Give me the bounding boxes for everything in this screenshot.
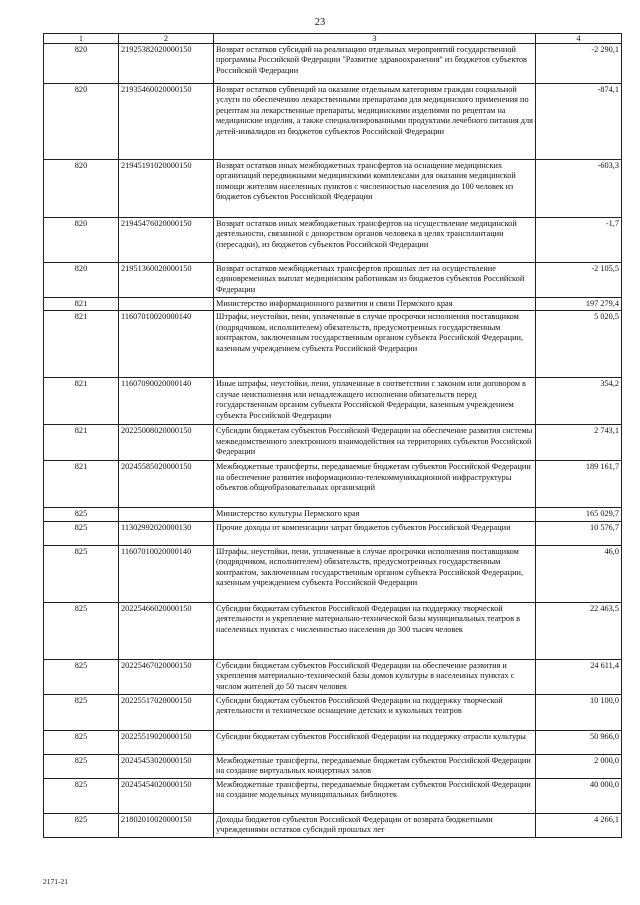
table-row [44, 508, 622, 521]
description-cell: Субсидии бюджетам субъектов Российской Федерации на обеспечение развития и укрепления материально-технической базы домов культуры в населенных пунктах с числом жителей до 50 тысяч человек [214, 659, 536, 694]
amount-cell: 10 576,7 [536, 521, 622, 545]
amount-cell: -874,1 [536, 84, 622, 160]
admin-code-cell: 821 [44, 378, 119, 425]
table-row [44, 694, 622, 730]
admin-code-cell: 825 [44, 694, 119, 730]
amount-cell: -2 105,5 [536, 263, 622, 298]
budget-code-cell: 21802010020000150 [119, 813, 214, 837]
description-cell: Возврат остатков межбюджетных трансфертов прошлых лет на осуществление единовременных выплат медицинским работникам из бюджетов субъектов Российской Федерации [214, 263, 536, 298]
admin-code-cell: 820 [44, 218, 119, 263]
amount-cell: 2 000,0 [536, 754, 622, 778]
admin-code-cell: 820 [44, 160, 119, 218]
description-cell: Прочие доходы от компенсации затрат бюджетов субъектов Российской Федерации [214, 521, 536, 545]
budget-code-cell: 21945476020000150 [119, 218, 214, 263]
budget-code-cell: 11607010020000140 [119, 311, 214, 378]
budget-code-cell [119, 298, 214, 311]
table-row [44, 311, 622, 378]
amount-cell: 50 966,0 [536, 730, 622, 754]
amount-cell: 46,0 [536, 545, 622, 602]
amount-cell: -603,3 [536, 160, 622, 218]
amount-cell: 24 611,4 [536, 659, 622, 694]
table-row [44, 659, 622, 694]
table-row [44, 545, 622, 602]
budget-code-cell: 11607090020000140 [119, 378, 214, 425]
table-row [44, 218, 622, 263]
table-row [44, 263, 622, 298]
budget-code-cell: 20245453020000150 [119, 754, 214, 778]
page-number: 23 [314, 17, 326, 28]
table-row [44, 778, 622, 813]
table-header-row [44, 34, 622, 44]
budget-code-cell: 20225467020000150 [119, 659, 214, 694]
table-row [44, 730, 622, 754]
admin-code-cell: 825 [44, 730, 119, 754]
description-cell: Субсидии бюджетам субъектов Российской Федерации на поддержку творческой деятельности и техническое оснащение детских и кукольных театров [214, 694, 536, 730]
budget-code-cell: 21951360020000150 [119, 263, 214, 298]
admin-code-cell: 825 [44, 508, 119, 521]
budget-code-cell [119, 508, 214, 521]
budget-code-cell: 20225517020000150 [119, 694, 214, 730]
description-cell: Межбюджетные трансферты, передаваемые бюджетам субъектов Российской Федерации на создание виртуальных концертных залов [214, 754, 536, 778]
table-row [44, 602, 622, 659]
description-cell: Возврат остатков субвенций на оказание отдельным категориям граждан социальной услуги по обеспечению лекарственными препаратами для медицинского применения по рецептам на лекарственные препараты, медицинскими изделиями по рецептам на медицинские изделия, а также специализированными продуктами лечебного питания для детей-инвалидов из бюджетов субъектов Российской Федерации [214, 84, 536, 160]
description-cell: Субсидии бюджетам субъектов Российской Федерации на обеспечение развития системы межведомственного электронного взаимодействия на территориях субъектов Российской Федерации [214, 425, 536, 461]
amount-cell: 2 743,1 [536, 425, 622, 461]
table-row [44, 44, 622, 84]
budget-code-cell: 20225008020000150 [119, 425, 214, 461]
budget-code-cell: 21925382020000150 [119, 44, 214, 84]
amount-cell: -2 290,1 [536, 44, 622, 84]
description-cell: Межбюджетные трансферты, передаваемые бюджетам субъектов Российской Федерации на обеспечение развития информационно-телекоммуникационной инфраструктуры объектов общеобразовательных организаций [214, 461, 536, 508]
amount-cell: 10 100,0 [536, 694, 622, 730]
admin-code-cell: 825 [44, 545, 119, 602]
document-footer-code: 2171-21 [43, 877, 68, 886]
budget-code-cell: 20245585020000150 [119, 461, 214, 508]
description-cell: Возврат остатков иных межбюджетных трансфертов на оснащение медицинских организаций передвижными медицинскими комплексами для оказания медицинской помощи жителям населенных пунктов с численностью населения до 100 человек из бюджетов субъектов Российской Федерации [214, 160, 536, 218]
admin-code-cell: 825 [44, 521, 119, 545]
column-header-admin: 1 [44, 34, 119, 44]
amount-cell: 5 020,5 [536, 311, 622, 378]
admin-code-cell: 820 [44, 44, 119, 84]
description-cell: Министерство культуры Пермского края [214, 508, 536, 521]
table-row [44, 84, 622, 160]
admin-code-cell: 821 [44, 311, 119, 378]
amount-cell: 40 000,0 [536, 778, 622, 813]
budget-code-cell: 20225466020000150 [119, 602, 214, 659]
table-row [44, 425, 622, 461]
description-cell: Иные штрафы, неустойки, пени, уплаченные в соответствии с законом или договором в случае неисполнения или ненадлежащего исполнения обязательств перед государственным органом субъекта Российской Федерации, казенным учреждением субъекта Российской Федерации [214, 378, 536, 425]
admin-code-cell: 821 [44, 425, 119, 461]
admin-code-cell: 825 [44, 659, 119, 694]
admin-code-cell: 821 [44, 298, 119, 311]
budget-code-cell: 11302992020000130 [119, 521, 214, 545]
table-row [44, 521, 622, 545]
amount-cell: 354,2 [536, 378, 622, 425]
admin-code-cell: 825 [44, 813, 119, 837]
table-row [44, 298, 622, 311]
admin-code-cell: 825 [44, 778, 119, 813]
table-row [44, 813, 622, 837]
admin-code-cell: 825 [44, 754, 119, 778]
description-cell: Межбюджетные трансферты, передаваемые бюджетам субъектов Российской Федерации на создание модельных муниципальных библиотек [214, 778, 536, 813]
column-header-code: 2 [119, 34, 214, 44]
amount-cell: -1,7 [536, 218, 622, 263]
budget-revenue-table [43, 33, 622, 838]
column-header-amount: 4 [536, 34, 622, 44]
amount-cell: 22 463,5 [536, 602, 622, 659]
column-header-description: 3 [214, 34, 536, 44]
amount-cell: 189 161,7 [536, 461, 622, 508]
amount-cell: 165 029,7 [536, 508, 622, 521]
description-cell: Возврат остатков субсидий на реализацию отдельных мероприятий государственной программы Российской Федерации "Развитие здравоохранения" из бюджетов субъектов Российской Федерации [214, 44, 536, 84]
budget-code-cell: 21945191020000150 [119, 160, 214, 218]
admin-code-cell: 825 [44, 602, 119, 659]
description-cell: Штрафы, неустойки, пени, уплаченные в случае просрочки исполнения поставщиком (подрядчиком, исполнителем) обязательств, предусмотренных государственным контрактом, заключенным государственным органом субъекта Российской Федерации, казенным учреждением субъекта Российской Федерации [214, 545, 536, 602]
table-row [44, 160, 622, 218]
budget-code-cell: 11607010020000140 [119, 545, 214, 602]
description-cell: Субсидии бюджетам субъектов Российской Федерации на поддержку творческой деятельности и укрепление материально-технической базы муниципальных театров в населенных пунктах с численностью населения до 300 тысяч человек [214, 602, 536, 659]
budget-code-cell: 20245454020000150 [119, 778, 214, 813]
budget-code-cell: 21935460020000150 [119, 84, 214, 160]
description-cell: Субсидии бюджетам субъектов Российской Федерации на поддержку отрасли культуры [214, 730, 536, 754]
table-row [44, 754, 622, 778]
budget-code-cell: 20225519020000150 [119, 730, 214, 754]
amount-cell: 4 266,1 [536, 813, 622, 837]
table-row [44, 461, 622, 508]
table-row [44, 378, 622, 425]
amount-cell: 197 279,4 [536, 298, 622, 311]
admin-code-cell: 820 [44, 263, 119, 298]
description-cell: Министерство информационного развития и связи Пермского края [214, 298, 536, 311]
description-cell: Штрафы, неустойки, пени, уплаченные в случае просрочки исполнения поставщиком (подрядчиком, исполнителем) обязательств, предусмотренных государственным контрактом, заключенным государственным органом субъекта Российской Федерации, казенным учреждением субъекта Российской Федерации [214, 311, 536, 378]
description-cell: Возврат остатков иных межбюджетных трансфертов на осуществление медицинской деятельности, связанной с донорством органов человека в целях трансплантации (пересадки), из бюджетов субъектов Российской Федерации [214, 218, 536, 263]
table-body [44, 44, 622, 838]
admin-code-cell: 820 [44, 84, 119, 160]
description-cell: Доходы бюджетов субъектов Российской Федерации от возврата бюджетными учреждениями остатков субсидий прошлых лет [214, 813, 536, 837]
admin-code-cell: 821 [44, 461, 119, 508]
